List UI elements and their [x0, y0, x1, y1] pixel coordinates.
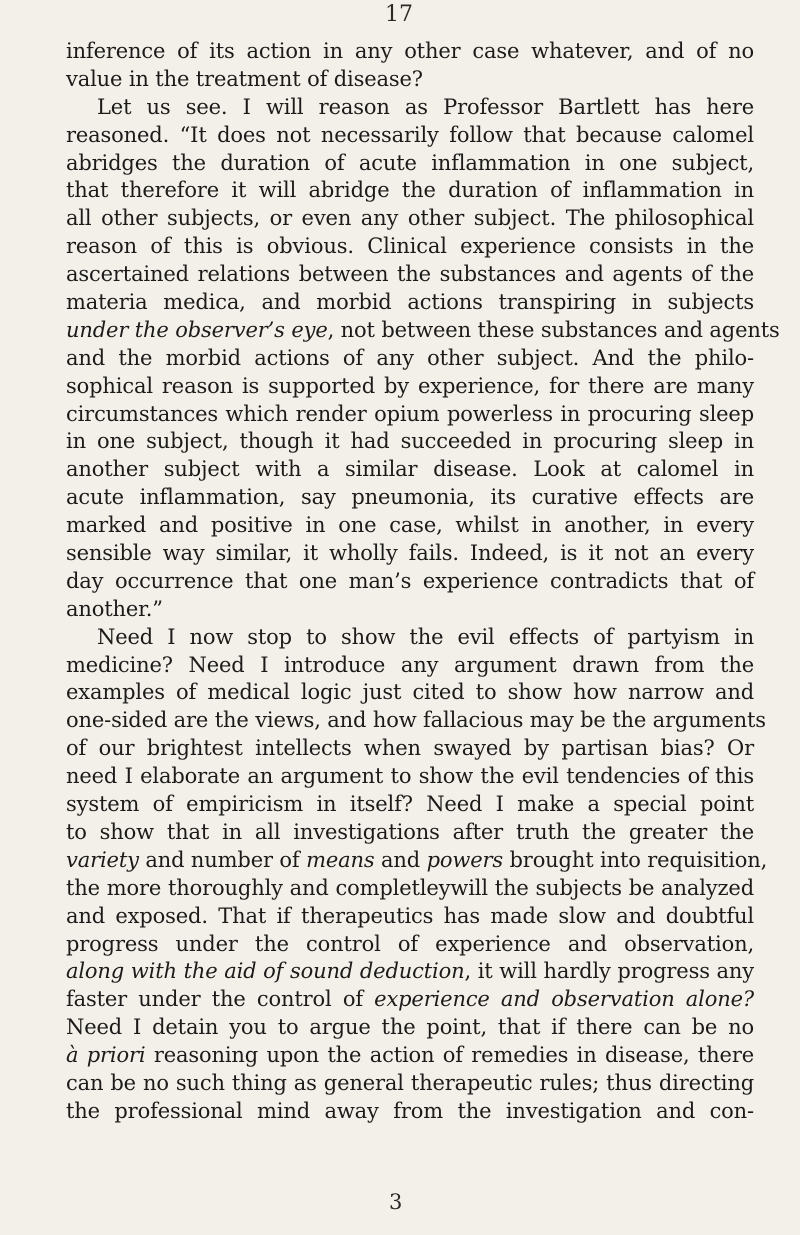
- italic-text: experience and observation alone?: [374, 987, 754, 1012]
- italic-text: along with the aid of sound deduction: [66, 959, 465, 984]
- text-line: circumstances which render opium powerless in procuring sleep: [66, 401, 754, 426]
- text-line: reason of this is obvious. Clinical experience consists in the: [66, 234, 754, 259]
- text-line: [66, 1042, 754, 1070]
- text-line: need I elaborate an argument to show the evil tendencies of this: [66, 764, 754, 789]
- text-line: abridges the duration of acute inflammation in one subject,: [66, 150, 754, 175]
- text-line: all other subjects, or even any other subject. The philosophical: [66, 206, 754, 231]
- text-fragment: reasoning upon the action of remedies in disease, there: [145, 1043, 755, 1068]
- text-line: progress under the control of experience and observation,: [66, 931, 754, 956]
- text-line: the more thoroughly and completleywill the subjects be analyzed: [66, 875, 754, 900]
- text-line: in one subject, though it had succeeded in procuring sleep in: [66, 429, 754, 454]
- text-line: Need I detain you to argue the point, that if there can be no: [66, 1015, 754, 1040]
- text-line: materia medica, and morbid actions transpiring in subjects: [66, 290, 754, 315]
- text-line: inference of its action in any other case whatever, and of no: [66, 39, 754, 63]
- page-number: 17: [385, 2, 413, 27]
- text-line: Need I now stop to show the evil effects of partyism in: [97, 624, 754, 649]
- text-line: [66, 986, 754, 1014]
- italic-text: variety: [66, 847, 139, 872]
- italic-text: means: [306, 847, 375, 872]
- text-line: one-sided are the views, and how fallacious may be the arguments: [66, 708, 766, 733]
- text-fragment: , not between these substances and agents: [327, 317, 780, 342]
- text-line: of our brightest intellects when swayed by partisan bias? Or: [66, 736, 754, 761]
- text-line: sophical reason is supported by experience, for there are many: [66, 373, 754, 398]
- text-line: that therefore it will abridge the duration of inflammation in: [66, 178, 754, 203]
- text-line: to show that in all investigations after truth the greater the: [66, 819, 754, 844]
- text-line: [66, 847, 768, 875]
- italic-text: powers: [426, 847, 503, 872]
- text-line: system of empiricism in itself? Need I make a special point: [66, 792, 754, 817]
- text-fragment: and: [374, 847, 427, 872]
- text-line: and exposed. That if therapeutics has made slow and doubtful: [66, 903, 754, 928]
- text-line: day occurrence that one man’s experience contradicts that of: [66, 568, 754, 593]
- italic-text: à priori: [66, 1043, 146, 1068]
- text-line: medicine? Need I introduce any argument drawn from the: [66, 652, 754, 677]
- text-fragment: faster under the control of: [66, 987, 375, 1012]
- text-line: Let us see. I will reason as Professor Bartlett has here: [97, 94, 754, 119]
- italic-text: under the observer’s eye: [66, 317, 328, 342]
- text-line: and the morbid actions of any other subject. And the philo-: [66, 345, 754, 370]
- text-line: marked and positive in one case, whilst in another, in every: [66, 513, 754, 538]
- text-line: acute inflammation, say pneumonia, its curative effects are: [66, 485, 754, 510]
- text-line: [66, 317, 780, 345]
- text-line: the professional mind away from the investigation and con-: [66, 1098, 754, 1123]
- text-line: can be no such thing as general therapeutic rules; thus directing: [66, 1070, 754, 1095]
- text-line: sensible way similar, it wholly fails. Indeed, is it not an every: [66, 541, 754, 566]
- text-line: [66, 958, 754, 986]
- text-fragment: , it will hardly progress any: [464, 959, 754, 984]
- text-fragment: brought into requisition,: [502, 847, 768, 872]
- text-line: examples of medical logic just cited to show how narrow and: [66, 680, 754, 705]
- body-text: [66, 38, 780, 1126]
- text-line: reasoned. “It does not necessarily follow that because calomel: [66, 122, 754, 147]
- signature-mark: 3: [389, 1190, 403, 1214]
- text-fragment: and number of: [138, 847, 307, 872]
- text-line: ascertained relations between the substances and agents of the: [66, 262, 754, 287]
- text-line: value in the treatment of disease?: [66, 66, 423, 91]
- text-line: another subject with a similar disease. Look at calomel in: [66, 457, 754, 482]
- text-line: another.”: [66, 596, 163, 621]
